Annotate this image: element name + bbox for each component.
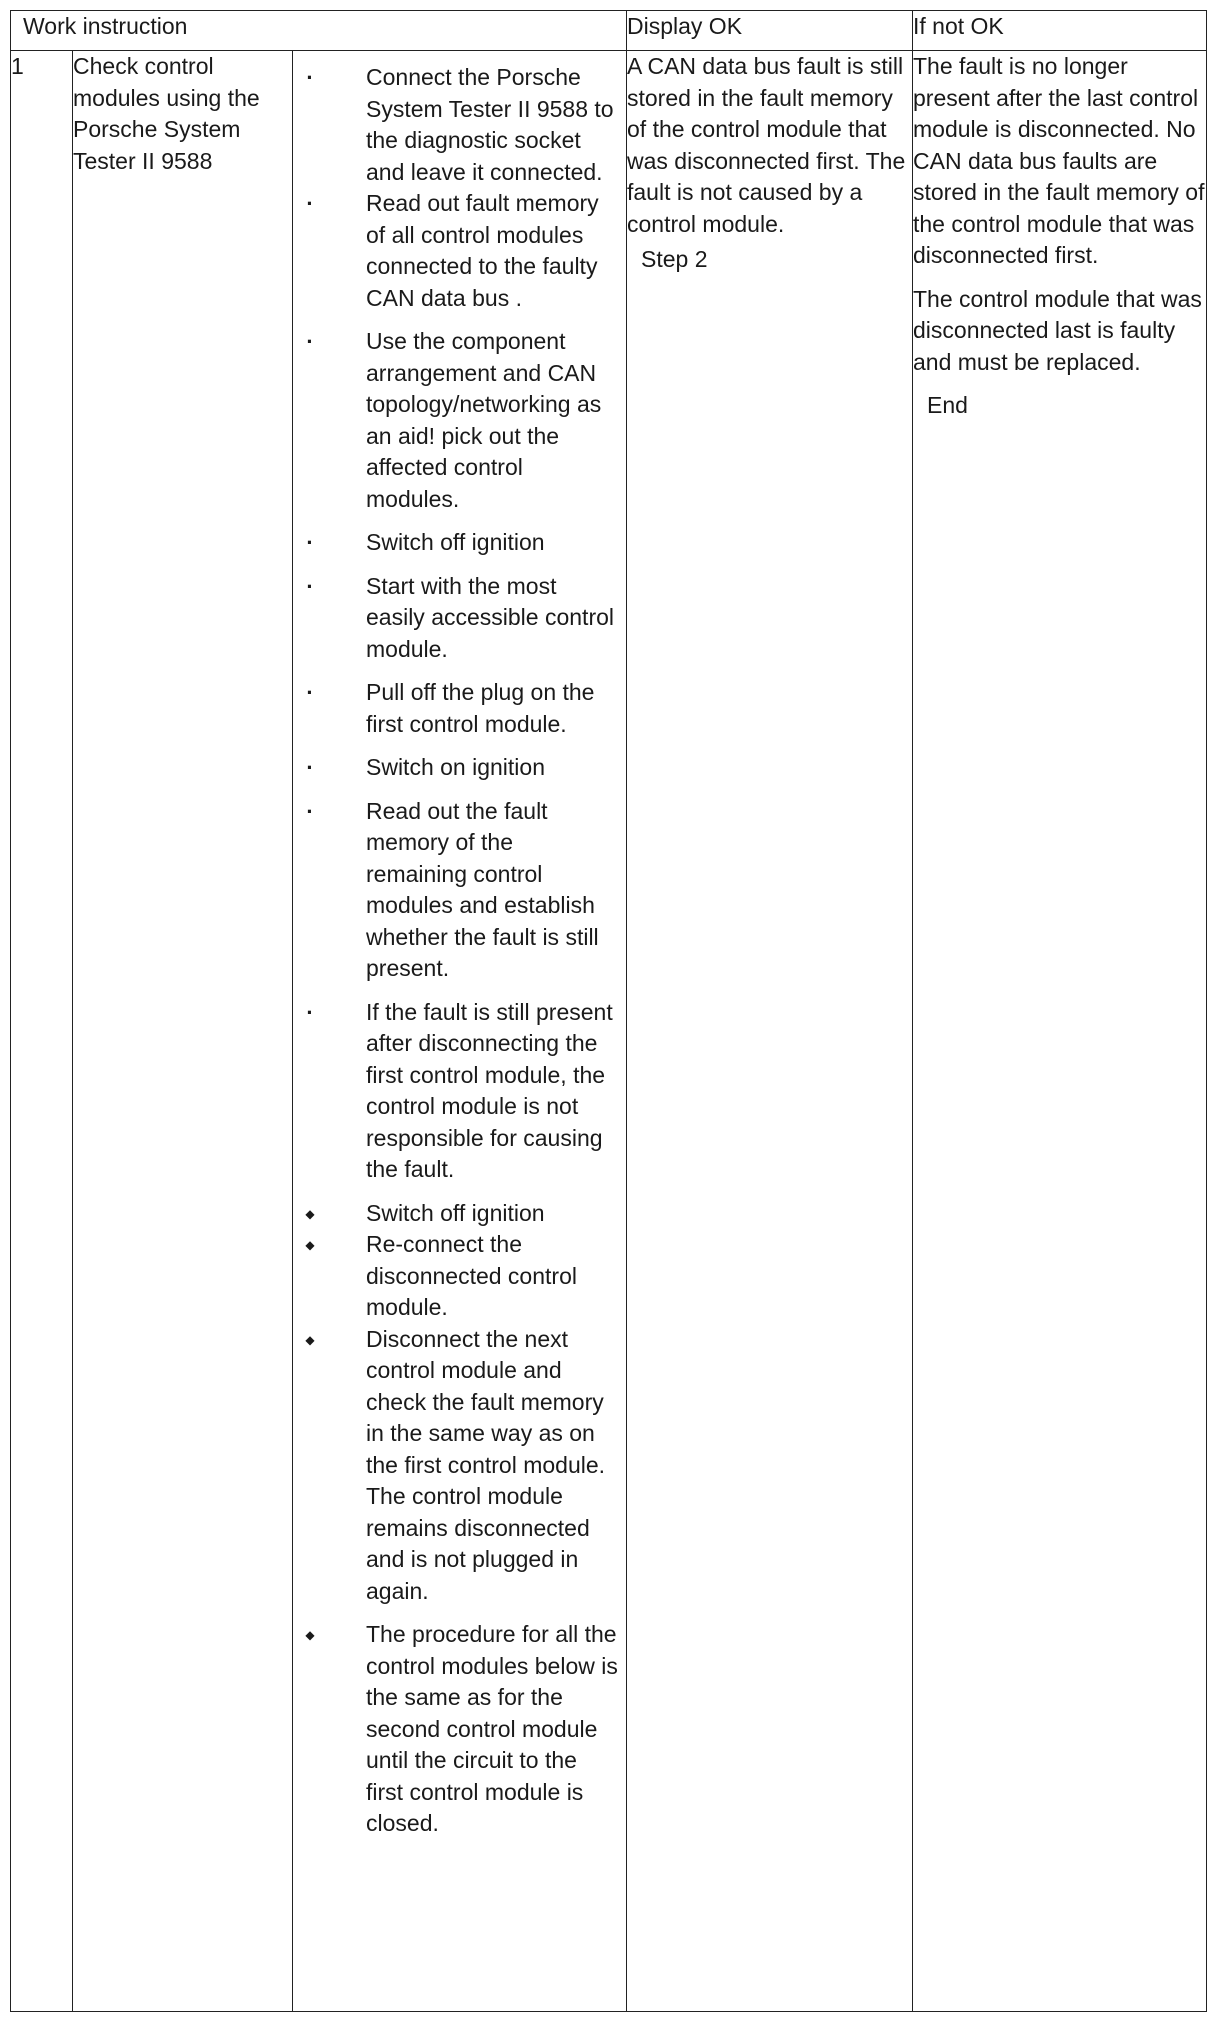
instruction-step-text: Switch on ignition: [366, 754, 545, 780]
diamond-bullet-icon: [302, 1324, 318, 1357]
instruction-steps-list: [293, 51, 626, 1840]
instruction-step-text: The procedure for all the control modules below is the same as for the second control module until the circuit to the first control module is closed.: [366, 1621, 618, 1836]
instruction-step-text: Re-connect the disconnected control module.: [366, 1231, 577, 1320]
instruction-step-text: Read out the fault memory of the remaining control modules and establish whether the fault is still present.: [366, 797, 599, 981]
header-display-ok: Display OK: [627, 11, 913, 51]
dot-bullet-icon: [302, 571, 318, 606]
step-number: 1: [11, 51, 73, 2012]
if-not-ok-text-2: The control module that was disconnected last is faulty and must be replaced.: [913, 285, 1202, 375]
dot-bullet-icon: [302, 677, 318, 712]
dot-bullet-icon: [302, 326, 318, 361]
instruction-step-text: Start with the most easily accessible control module.: [366, 572, 615, 662]
header-if-not-ok: If not OK: [913, 11, 1207, 51]
instruction-step: [293, 326, 626, 515]
dot-bullet-icon: [302, 997, 318, 1032]
instruction-step: [293, 1619, 626, 1840]
instruction-step-text: Switch off ignition: [366, 1199, 545, 1226]
instruction-steps-cell: [293, 51, 627, 2012]
instruction-step-text: Pull off the plug on the first control module.: [366, 679, 595, 737]
instruction-step: [293, 571, 626, 666]
instruction-step: [293, 677, 626, 740]
instruction-step: [293, 1324, 626, 1608]
display-ok-cell: [627, 51, 913, 2012]
instruction-step-text: Switch off ignition: [366, 529, 545, 555]
instruction-step: [293, 1198, 626, 1230]
instruction-step: [293, 1229, 626, 1324]
instruction-step: [293, 527, 626, 559]
header-work-instruction: Work instruction: [11, 11, 627, 51]
display-ok-text: A CAN data bus fault is still stored in the fault memory of the control module that was disconnected first. The fault is not caused by a control module.: [627, 53, 906, 237]
diamond-bullet-icon: [302, 1229, 318, 1262]
instruction-step: [293, 62, 626, 188]
work-instruction-table: [10, 10, 1207, 2012]
display-ok-next-step: Step 2: [641, 246, 708, 272]
check-description: Check control modules using the Porsche System Tester II 9588: [73, 51, 293, 2012]
dot-bullet-icon: [302, 62, 318, 97]
instruction-step: [293, 796, 626, 985]
instruction-step: [293, 188, 626, 314]
instruction-step: [293, 752, 626, 784]
instruction-step-text: Connect the Porsche System Tester II 9588 to the diagnostic socket and leave it connected.: [366, 64, 614, 185]
diamond-bullet-icon: [302, 1198, 318, 1231]
if-not-ok-cell: [913, 51, 1207, 2012]
dot-bullet-icon: [302, 527, 318, 562]
diamond-bullet-icon: [302, 1619, 318, 1652]
instruction-step-text: Read out fault memory of all control modules connected to the faulty CAN data bus .: [366, 190, 599, 311]
if-not-ok-text-1: The fault is no longer present after the last control module is disconnected. No CAN data bus faults are stored in the fault memory of the control module that was disconnected first.: [913, 53, 1205, 268]
dot-bullet-icon: [302, 796, 318, 831]
instruction-step-text: If the fault is still present after disconnecting the first control module, the control module is not responsible for causing the fault.: [366, 998, 613, 1182]
instruction-step: [293, 997, 626, 1186]
header-row: [11, 11, 1207, 51]
dot-bullet-icon: [302, 752, 318, 787]
table-row: [11, 51, 1207, 2012]
instruction-step-text: Disconnect the next control module and check the fault memory in the same way as on the first control module. The control module remains disconnected and is not plugged in again.: [366, 1325, 606, 1604]
if-not-ok-next-step: End: [927, 392, 968, 418]
dot-bullet-icon: [302, 188, 318, 223]
instruction-step-text: Use the component arrangement and CAN topology/networking as an aid! pick out the affected control modules.: [366, 328, 602, 512]
